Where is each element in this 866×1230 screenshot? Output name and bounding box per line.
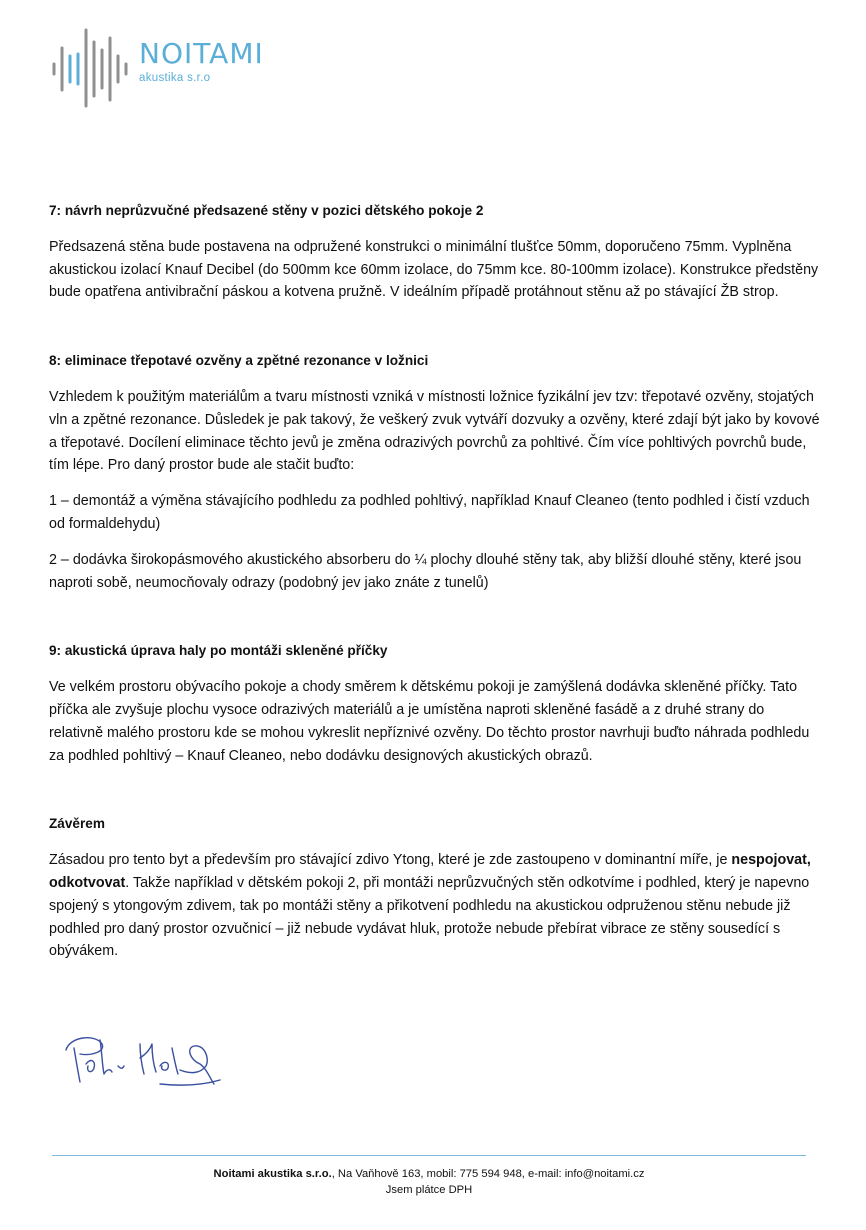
footer-contact [52, 1166, 806, 1182]
document-body [49, 200, 821, 963]
footer [52, 1166, 806, 1198]
sound-wave-bars-icon [50, 26, 138, 110]
paragraph: Ve velkém prostoru obývacího pokoje a chody směrem k dětskému pokoji je zamýšlená dodávka skleněné příčky. Tato příčka ale zvyšuje plochu vysoce odrazivých materiálů a je umístěna naproti skleněné fasádě a z druhé strany do relativně malého prostoru kde se mohou vykreslit nepříznivé ozvěny. Do těchto prostor navrhuji buďto náhrada podhledu za podhled pohltivý – Knauf Cleaneo, nebo dodávku designových akustických obrazů. [49, 679, 810, 764]
section-9 [49, 640, 821, 767]
conclusion-intro: Zásadou pro tento byt a především pro stávající zdivo Ytong, které je zde zastoupeno v dominantní míře, je [49, 852, 732, 869]
conclusion-bold-phrase: nespojovat, odkotvovat [49, 852, 811, 891]
footer-details: , Na Vaňhově 163, mobil: 775 594 948, e-mail: info@noitami.cz [331, 1168, 645, 1180]
section-heading: 8: eliminace třepotavé ozvěny a zpětné rezonance v ložnici [49, 353, 429, 369]
section-7 [49, 200, 821, 304]
paragraph: Vzhledem k použitým materiálům a tvaru místnosti vzniká v místnosti ložnice fyzikální jev tzv: třepotavé ozvěny, stojatých vln a zpětné rezonance. Důsledek je pak takový, že veškerý zvuk vytváří dozvuky a ozvěny, které zdají být jako by kovové a třepotavé. Docílení eliminace těchto jevů je změna odrazivých povrchů za pohltivé. Čím více pohltivých povrchů bude, tím lépe. Pro daný prostor bude ale stačit buďto: [49, 388, 820, 474]
section-heading: 9: akustická úprava haly po montáži skleněné příčky [49, 643, 388, 659]
handwritten-signature [60, 1026, 230, 1092]
conclusion [49, 813, 821, 963]
section-8 [49, 350, 821, 594]
company-logo [50, 26, 264, 110]
conclusion-paragraph [49, 849, 821, 963]
conclusion-heading: Závěrem [49, 816, 105, 832]
footer-vat: Jsem plátce DPH [385, 1184, 473, 1196]
section-heading: 7: návrh neprůzvučné předsazené stěny v pozici dětského pokoje 2 [49, 203, 484, 218]
list-item: 1 – demontáž a výměna stávajícího podhledu za podhled pohltivý, například Knauf Cleaneo (tento podhled i čistí vzduch od formaldehydu) [49, 493, 810, 532]
brand-name: NOITAMI [139, 37, 264, 70]
footer-company: Noitami akustika s.r.o. [213, 1168, 332, 1180]
footer-divider [52, 1155, 806, 1156]
brand-subtitle: akustika s.r.o [139, 72, 211, 84]
conclusion-rest: . Takže například v dětském pokoji 2, při montáži neprůzvučných stěn odkotvíme i podhled, který je napevno spojený s ytongovým zdivem, tak po montáži stěny a přikotvení podhledu na akustickou odpruženou stěnu nebude již podhled pro daný prostor ozvučnicí – již nebude vydávat hluk, protože nebude přebírat vibrace ze stěny sousedící s obývákem. [49, 874, 810, 960]
list-item: 2 – dodávka širokopásmového akustického absorberu do ¼ plochy dlouhé stěny tak, aby bližší dlouhé stěny, které jsou naproti sobě, neumocňovaly odrazy (podobný jev jako znáte z tunelů) [49, 551, 802, 591]
paragraph: Předsazená stěna bude postavena na odpružené konstrukci o minimální tlušťce 50mm, doporučeno 75mm. Vyplněna akustickou izolací Knauf Decibel (do 500mm kce 60mm izolace, do 75mm kce. 80-100mm izolace). Konstrukce předstěny bude opatřena antivibrační páskou a kotvena pružně. V ideálním případě protáhnout stěnu až po stávající ŽB strop. [49, 238, 819, 301]
